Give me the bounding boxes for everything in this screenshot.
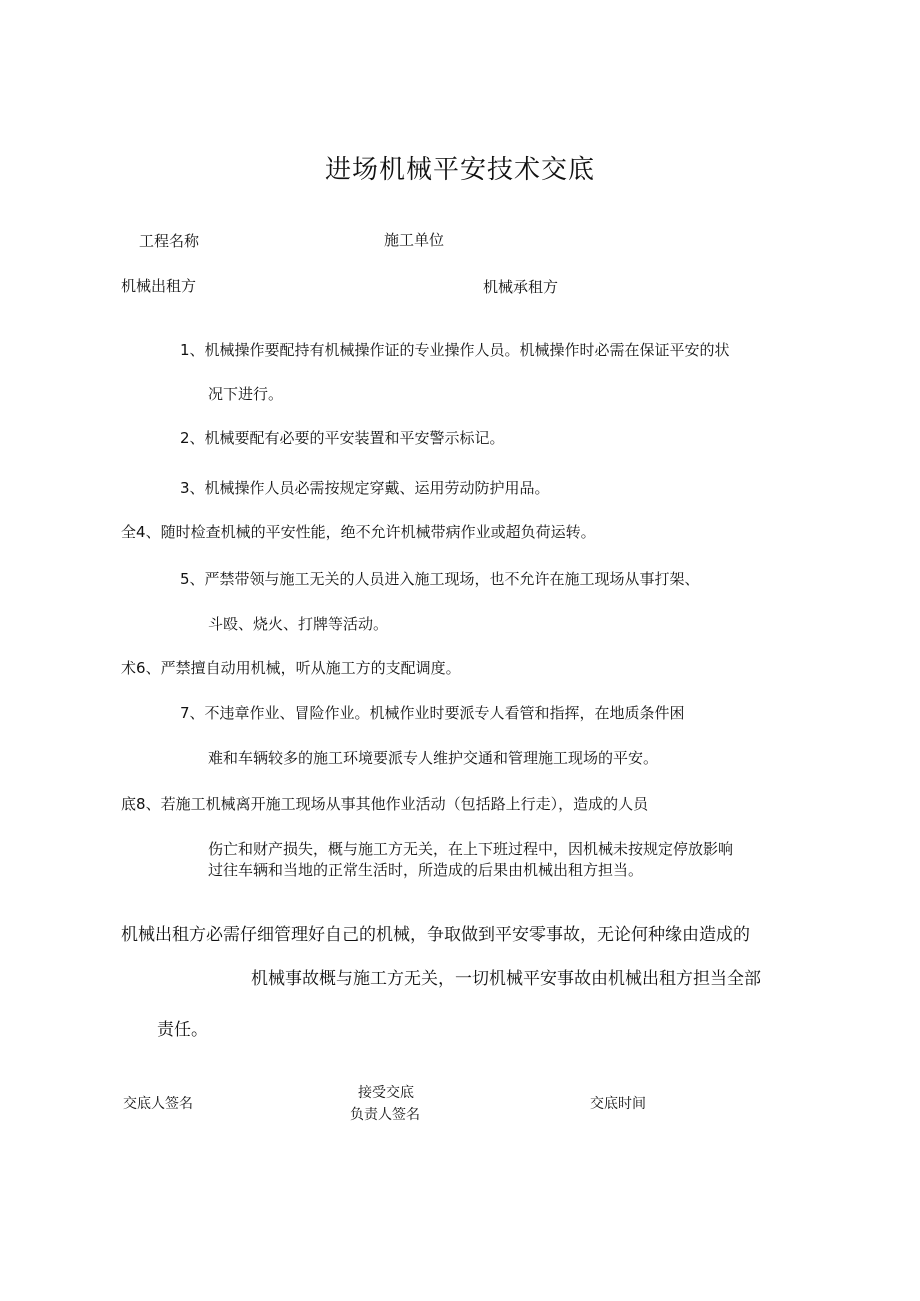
item-7-line-1: 7、不违章作业、冒险作业。机械作业时要派专人看管和指挥，在地质条件困 xyxy=(180,704,685,722)
item-7-number: 7 xyxy=(180,704,190,722)
item-8-number: 8 xyxy=(136,795,146,813)
item-3-number: 3 xyxy=(180,479,190,497)
project-name-label: 工程名称 xyxy=(139,232,200,250)
item-1-line-1: 1、机械操作要配持有机械操作证的专业操作人员。机械操作时必需在保证平安的状 xyxy=(180,341,730,359)
discloser-signature-label: 交底人签名 xyxy=(123,1096,193,1112)
item-5-line-1: 5、严禁带领与施工无关的人员进入施工现场，也不允许在施工现场从事打架、 xyxy=(180,570,700,588)
item-2-line-1: 2、机械要配有必要的平安装置和平安警示标记。 xyxy=(180,429,505,447)
item-5-number: 5 xyxy=(180,570,190,588)
closing-line-2: 机械事故概与施工方无关，一切机械平安事故由机械出租方担当全部 xyxy=(251,969,761,989)
side-label-char-3: 底 xyxy=(121,795,137,813)
item-5-line-2: 斗殴、烧火、打牌等活动。 xyxy=(208,615,389,633)
receiver-signature-label-line-2: 负责人签名 xyxy=(350,1107,420,1123)
item-2-number: 2 xyxy=(180,429,190,447)
disclosure-time-label: 交底时间 xyxy=(590,1096,646,1112)
item-7-line-2: 难和车辆较多的施工环境要派专人维护交通和管理施工现场的平安。 xyxy=(208,749,659,767)
item-6-number: 6 xyxy=(136,659,146,677)
item-8-line-1: 底8、若施工机械离开施工现场从事其他作业活动（包括路上行走），造成的人员 xyxy=(121,795,649,813)
lessee-label: 机械承租方 xyxy=(483,278,559,296)
closing-line-3: 责任。 xyxy=(157,1020,208,1040)
item-6-line-1: 术6、严禁擅自动用机械，听从施工方的支配调度。 xyxy=(121,659,461,677)
side-label-char-2: 术 xyxy=(121,659,137,677)
closing-line-1: 机械出租方必需仔细管理好自己的机械，争取做到平安零事故，无论何种缘由造成的 xyxy=(121,925,750,945)
construction-unit-label: 施工单位 xyxy=(384,231,445,249)
item-4-number: 4 xyxy=(136,523,146,541)
lessor-label: 机械出租方 xyxy=(121,277,197,295)
item-8-line-3: 过往车辆和当地的正常生活时，所造成的后果由机械出租方担当。 xyxy=(208,861,644,879)
item-1-line-2: 况下进行。 xyxy=(208,385,284,403)
item-8-line-2: 伤亡和财产损失，概与施工方无关，在上下班过程中，因机械未按规定停放影响 xyxy=(208,840,734,858)
receiver-signature-label-line-1: 接受交底 xyxy=(358,1085,414,1101)
item-1-number: 1 xyxy=(180,341,190,359)
side-label-char-1: 全 xyxy=(121,523,137,541)
item-3-line-1: 3、机械操作人员必需按规定穿戴、运用劳动防护用品。 xyxy=(180,479,550,497)
item-4-line-1: 全4、随时检查机械的平安性能，绝不允许机械带病作业或超负荷运转。 xyxy=(121,523,596,541)
document-title: 进场机械平安技术交底 xyxy=(324,155,595,185)
